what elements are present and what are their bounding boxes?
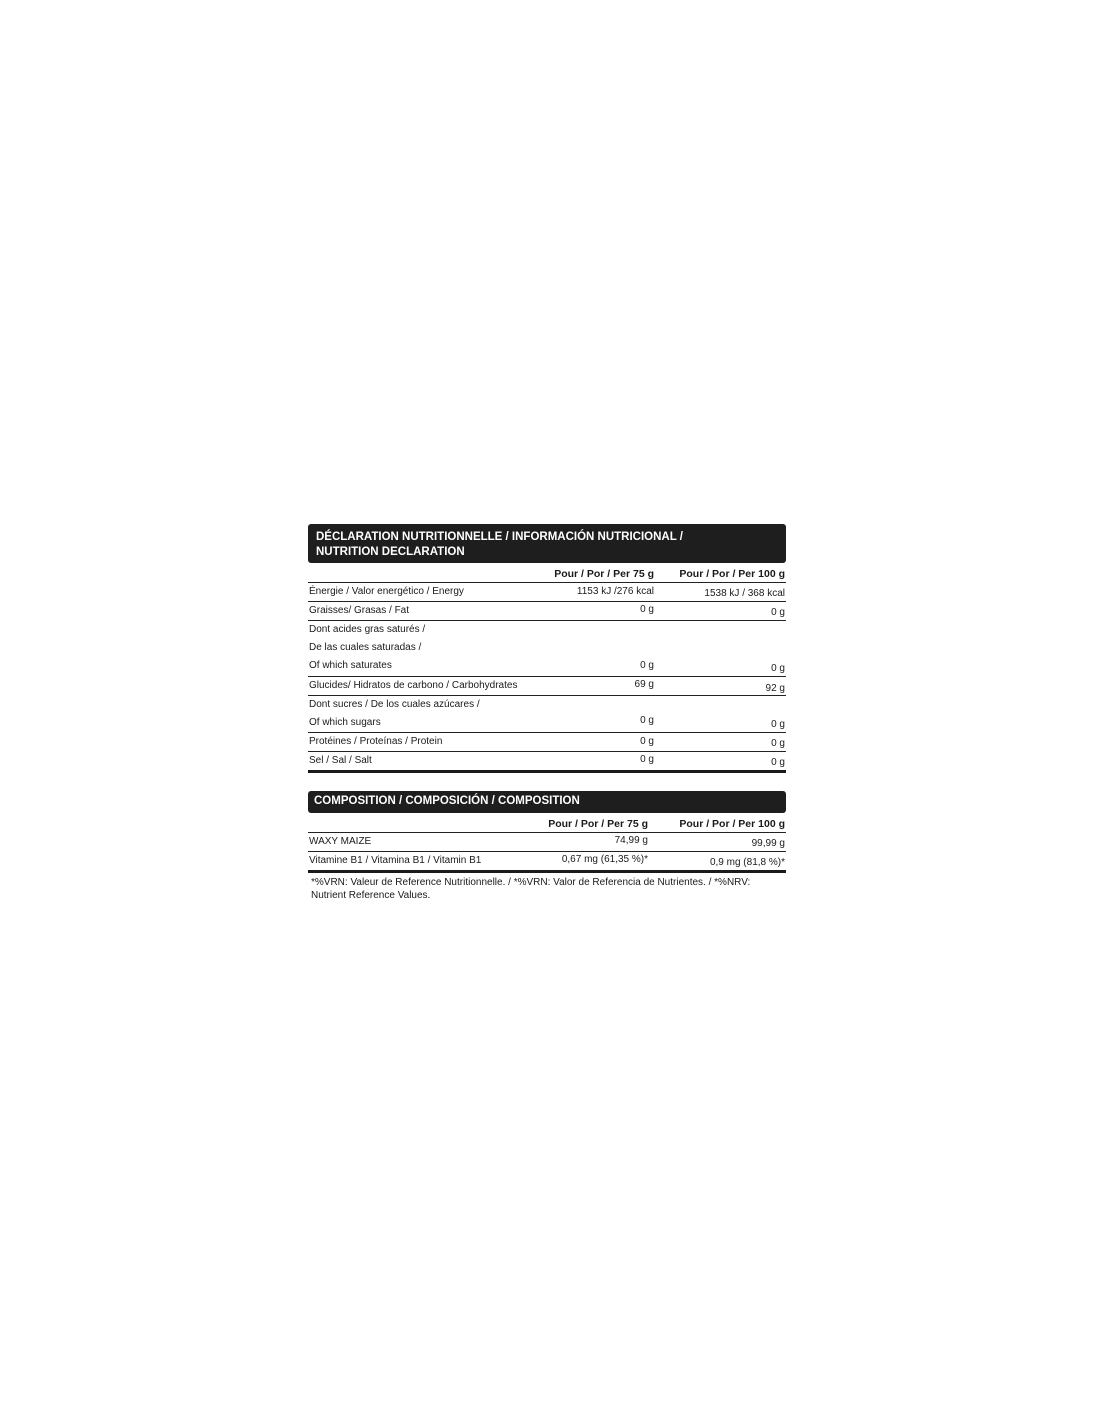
- nutrition-table-title: [308, 524, 786, 563]
- composition-table: [308, 791, 786, 873]
- footnote-line1: *%VRN: Valeur de Reference Nutritionnelle. / *%VRN: Valor de Referencia de Nutrientes. / *%NRV:: [311, 877, 751, 888]
- table-row-vitamin-b1: Vitamine B1 / Vitamina B1 / Vitamin B1 0,67 mg (61,35 %)* 0,9 mg (81,8 %)*: [308, 852, 786, 873]
- nutrition-title-line2: NUTRITION DECLARATION: [316, 546, 465, 558]
- column-header-100g: Pour / Por / Per 100 g: [679, 818, 785, 830]
- column-header-100g: Pour / Por / Per 100 g: [679, 568, 785, 580]
- composition-table-title: COMPOSITION / COMPOSICIÓN / COMPOSITION: [308, 791, 786, 813]
- table-row-salt: Sel / Sal / Salt 0 g 0 g: [308, 752, 786, 773]
- table-row-sugars-fr-es: Dont sucres / De los cuales azúcares /: [309, 699, 480, 710]
- nutrition-column-headers: [308, 566, 786, 582]
- table-row-waxy-maize: WAXY MAIZE 74,99 g 99,99 g: [308, 833, 786, 852]
- table-row-fat: Graisses/ Grasas / Fat 0 g 0 g: [308, 602, 786, 621]
- table-row-saturates: Of which saturates 0 g 0 g: [308, 657, 786, 677]
- table-row-saturates-fr: Dont acides gras saturés /: [309, 624, 426, 635]
- table-row-energy: Énergie / Valor energético / Energy 1153 kJ /276 kcal 1538 kJ / 368 kcal: [308, 583, 786, 602]
- column-header-75g: Pour / Por / Per 75 g: [554, 568, 654, 580]
- table-row-carbohydrates: Glucides/ Hidratos de carbono / Carbohydrates 69 g 92 g: [309, 679, 785, 694]
- nutrition-table: [308, 524, 786, 773]
- composition-column-headers: [308, 816, 786, 832]
- table-row-saturates-es: De las cuales saturadas /: [309, 642, 422, 653]
- footnote: [311, 876, 789, 902]
- footnote-line2: Nutrient Reference Values.: [311, 890, 431, 901]
- column-header-75g: Pour / Por / Per 75 g: [548, 818, 648, 830]
- nutrition-title-line1: DÉCLARATION NUTRITIONNELLE / INFORMACIÓN NUTRICIONAL /: [316, 531, 683, 543]
- table-row-protein: Protéines / Proteínas / Protein 0 g 0 g: [308, 733, 786, 752]
- table-row-sugars: Of which sugars 0 g 0 g: [308, 714, 786, 733]
